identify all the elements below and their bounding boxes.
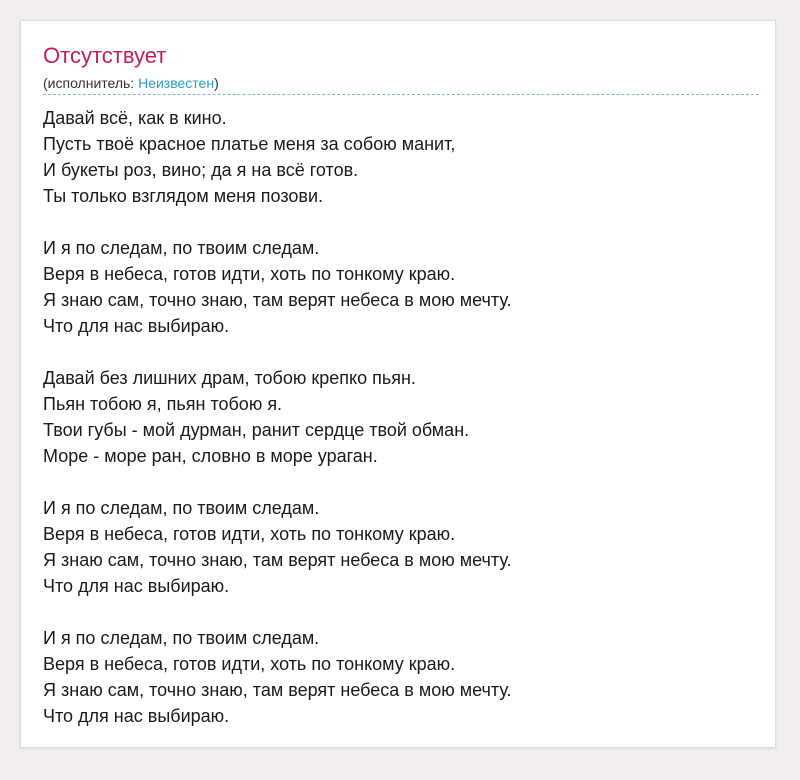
lyrics-line: И букеты роз, вино; да я на всё готов.	[43, 160, 359, 180]
song-header	[43, 43, 759, 95]
artist-prefix: (исполнитель:	[43, 75, 139, 91]
lyrics-stanza	[43, 495, 759, 599]
lyrics-line: Пьян тобою я, пьян тобою я.	[43, 394, 283, 414]
lyrics-body	[43, 105, 759, 755]
lyrics-line: Ты только взглядом меня позови.	[43, 186, 324, 206]
lyrics-line: Веря в небеса, готов идти, хоть по тонкому краю.	[43, 524, 456, 544]
lyrics-line: Что для нас выбираю.	[43, 706, 230, 726]
lyrics-stanza	[43, 625, 759, 729]
lyrics-line: Я знаю сам, точно знаю, там верят небеса в мою мечту.	[43, 680, 512, 700]
lyrics-line: Пусть твоё красное платье меня за собою манит,	[43, 134, 456, 154]
lyrics-line: И я по следам, по твоим следам.	[43, 498, 320, 518]
artist-line	[43, 74, 759, 95]
lyrics-stanza	[43, 235, 759, 339]
lyrics-line: Море - море ран, словно в море ураган.	[43, 446, 378, 466]
artist-link[interactable]: Неизвестен	[138, 75, 215, 91]
lyrics-line: Твои губы - мой дурман, ранит сердце твой обман.	[43, 420, 470, 440]
lyrics-line: И я по следам, по твоим следам.	[43, 238, 320, 258]
lyrics-line: Веря в небеса, готов идти, хоть по тонкому краю.	[43, 654, 456, 674]
lyrics-line: Давай без лишних драм, тобою крепко пьян.	[43, 368, 416, 388]
lyrics-stanza	[43, 365, 759, 469]
lyrics-stanza	[43, 105, 759, 209]
artist-suffix: )	[214, 75, 219, 91]
lyrics-line: Что для нас выбираю.	[43, 316, 230, 336]
lyrics-line: Веря в небеса, готов идти, хоть по тонкому краю.	[43, 264, 456, 284]
lyrics-line: Я знаю сам, точно знаю, там верят небеса в мою мечту.	[43, 290, 512, 310]
lyrics-card	[20, 20, 776, 748]
lyrics-line: Что для нас выбираю.	[43, 576, 230, 596]
lyrics-line: Давай всё, как в кино.	[43, 108, 227, 128]
lyrics-line: Я знаю сам, точно знаю, там верят небеса в мою мечту.	[43, 550, 512, 570]
lyrics-line: И я по следам, по твоим следам.	[43, 628, 320, 648]
song-title: Отсутствует	[43, 43, 167, 68]
